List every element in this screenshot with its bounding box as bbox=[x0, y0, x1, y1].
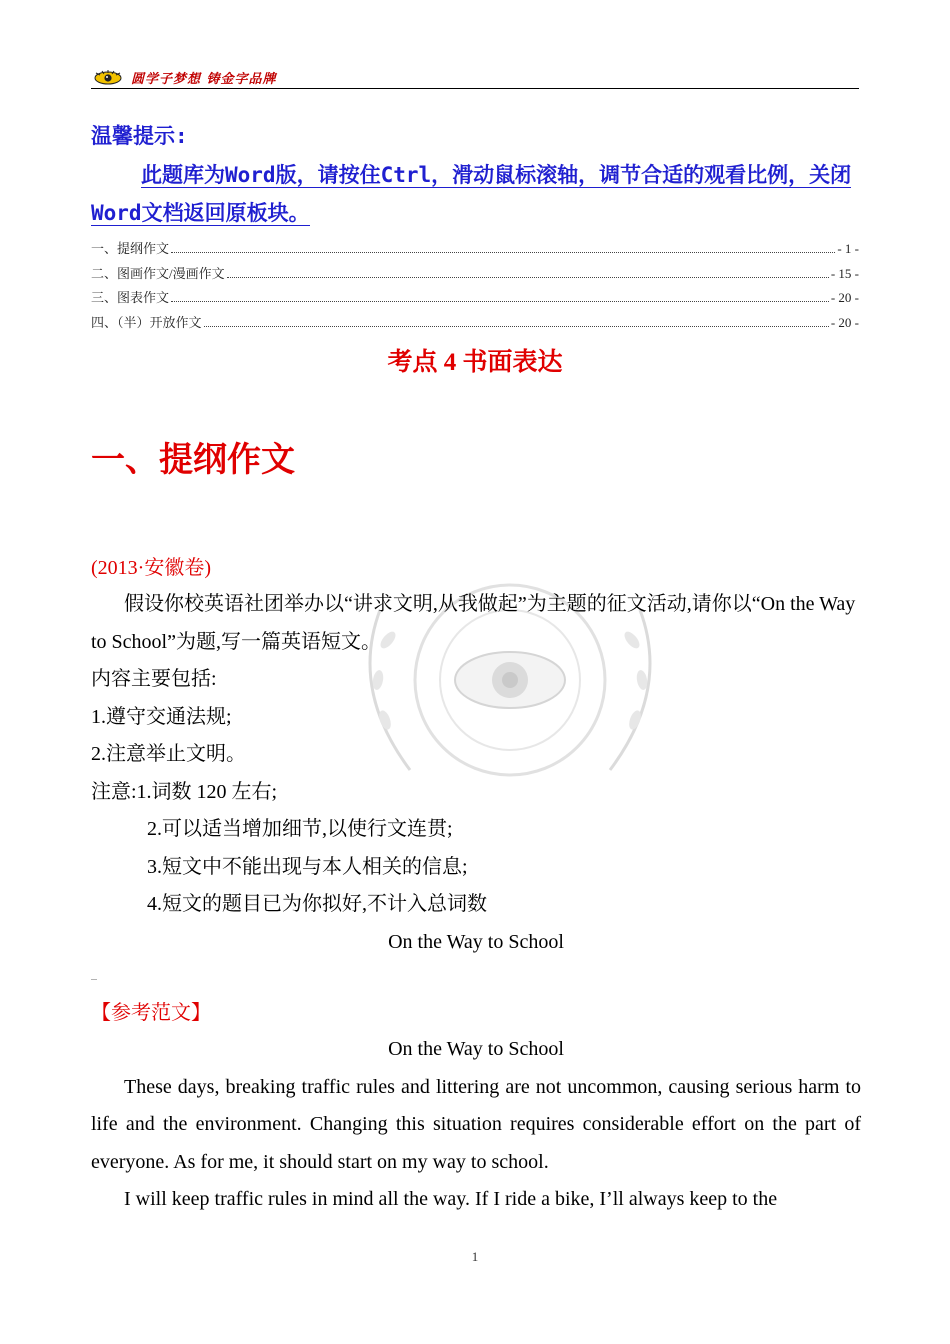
stray-mark: ... bbox=[91, 973, 97, 982]
toc-entry-page: - 15 - bbox=[830, 265, 859, 281]
page-header bbox=[91, 66, 859, 89]
reference-paragraph: I will keep traffic rules in mind all the way. If I ride a bike, I’ll always keep to the bbox=[124, 1188, 778, 1210]
prompt-note: 3.短文中不能出现与本人相关的信息; bbox=[147, 855, 468, 878]
toc-entry-page: - 1 - bbox=[837, 241, 859, 256]
toc-entry[interactable] bbox=[91, 287, 859, 312]
reference-label: 【参考范文】 bbox=[91, 1002, 211, 1024]
eye-logo-icon bbox=[93, 69, 123, 85]
chapter-title: 一、提纲作文 bbox=[91, 440, 295, 480]
toc-entry-label: 二、图画作文/漫画作文 bbox=[91, 265, 225, 281]
toc-entry-page: - 20 - bbox=[830, 290, 859, 305]
tip-title: 温馨提示: bbox=[91, 124, 188, 148]
writing-prompt bbox=[91, 586, 861, 961]
toc-entry-label: 三、图表作文 bbox=[91, 290, 170, 305]
prompt-note: 注意:1.词数 120 左右; bbox=[91, 780, 278, 803]
toc-leader bbox=[171, 301, 829, 302]
reference-title: On the Way to School bbox=[388, 1038, 564, 1060]
toc-entry-page: - 20 - bbox=[830, 314, 859, 330]
prompt-note: 4.短文的题目已为你拟好,不计入总词数 bbox=[147, 893, 487, 915]
reference-paragraph: These days, breaking traffic rules and littering are not uncommon, causing serious harm to life and the environment. Changing this situation requires considerable effort on the part of everyone. As for me, it should start on my way to school. bbox=[91, 1075, 861, 1173]
prompt-essay-title: On the Way to School bbox=[388, 930, 564, 953]
tip-body[interactable] bbox=[91, 156, 861, 232]
toc-entry-label: 一、提纲作文 bbox=[91, 241, 170, 256]
section-title: 考点 4 书面表达 bbox=[387, 349, 563, 376]
table-of-contents bbox=[91, 238, 859, 336]
toc-leader bbox=[171, 252, 835, 253]
toc-leader bbox=[227, 277, 829, 278]
toc-entry[interactable] bbox=[91, 263, 859, 288]
prompt-intro: 假设你校英语社团举办以“讲求文明,从我做起”为主题的征文活动,请你以“On the Way to School”为题,写一篇英语短文。 bbox=[91, 593, 856, 653]
prompt-point: 2.注意举止文明。 bbox=[91, 743, 246, 765]
page-number: 1 bbox=[471, 1249, 479, 1264]
prompt-note: 2.可以适当增加细节,以使行文连贯; bbox=[147, 818, 453, 840]
tip-link[interactable]: 此题库为Word版，请按住Ctrl，滑动鼠标滚轴，调节合适的观看比例，关闭Word文档返回原板块。 bbox=[91, 163, 852, 225]
toc-entry[interactable] bbox=[91, 312, 859, 337]
toc-leader bbox=[204, 326, 829, 327]
header-slogan: 圆学子梦想 铸金字品牌 bbox=[131, 72, 277, 87]
toc-entry[interactable] bbox=[91, 238, 859, 263]
toc-entry-label: 四、（半）开放作文 bbox=[91, 314, 202, 330]
prompt-content-label: 内容主要包括: bbox=[91, 668, 217, 690]
question-source: (2013·安徽卷) bbox=[91, 557, 211, 579]
reference-essay bbox=[91, 1031, 861, 1219]
prompt-point: 1.遵守交通法规; bbox=[91, 705, 232, 728]
